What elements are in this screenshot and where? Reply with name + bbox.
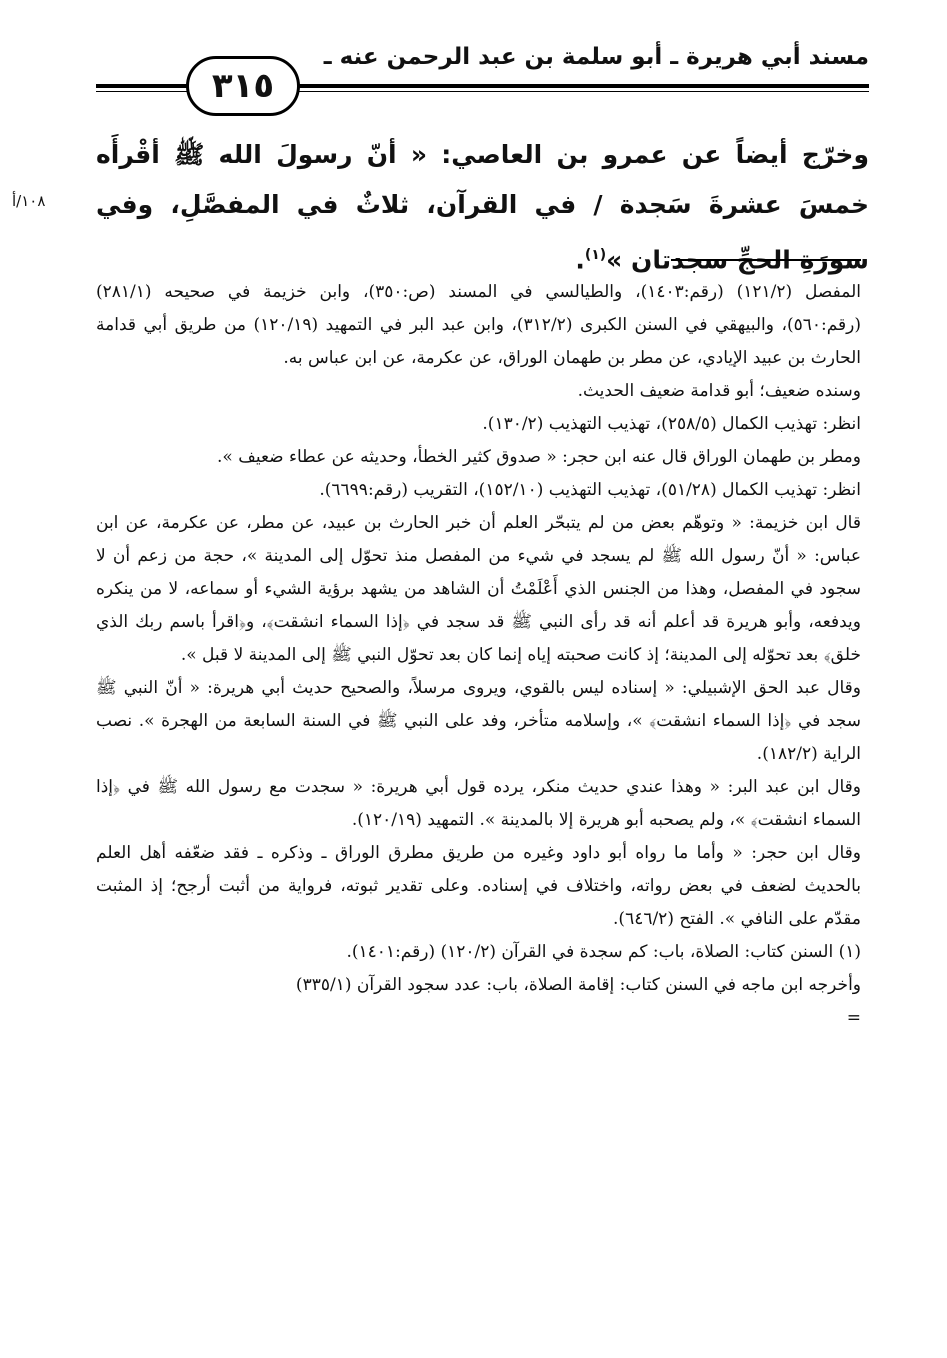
footnote-separator [671, 259, 861, 261]
main-paragraph [96, 130, 869, 285]
page-number: ٣١٥ [186, 56, 300, 116]
main-text-end: . [575, 245, 585, 275]
footnote-paragraph: وسنده ضعيف؛ أبو قدامة ضعيف الحديث. [577, 381, 861, 401]
footnote-paragraph: (١) السنن كتاب: الصلاة، باب: كم سجدة في القرآن (١٢٠/٢) (رقم:١٤٠١). [346, 942, 861, 962]
footnote-paragraph: المفصل (١٢١/٢) (رقم:١٤٠٣)، والطيالسي في المسند (ص:٣٥٠)، وابن خزيمة في صحيحه (٢٨١/١) (رقم:٥٦٠)، والبيهقي في السنن الكبرى (٣١٢/٢)، وابن عبد البر في التمهيد (١٢٠/١٩) من طريق أبي قدامة الحارث بن عبيد الإيادي، عن مطر بن طهمان الوراق، عن عكرمة، عن ابن عباس به. [96, 282, 862, 368]
footnote-paragraph: وقال عبد الحق الإشبيلي: « إسناده ليس بالقوي، ويروى مرسلاً، والصحيح حديث أبي هريرة: « أنّ النبي ﷺ سجد في ﴿إذا السماء انشقت﴾ »، وإسلامه متأخر، وفد على النبي ﷺ في السنة السابعة من الهجرة ». نصب الراية (١٨٢/٢). [96, 678, 861, 764]
footnote-paragraph: انظر: تهذيب الكمال (٥١/٢٨)، تهذيب التهذيب (١٥٢/١٠)، التقريب (رقم:٦٦٩٩). [319, 480, 861, 500]
running-header-title: مسند أبي هريرة ـ أبو سلمة بن عبد الرحمن عنه ـ [323, 44, 869, 70]
footnote-continuation-mark: = [846, 1008, 861, 1028]
footnote-paragraph: ومطر بن طهمان الوراق قال عنه ابن حجر: « صدوق كثير الخطأ، وحديثه عن عطاء ضعيف ». [217, 447, 861, 467]
footnote-paragraph: وقال ابن حجر: « وأما ما رواه أبو داود وغيره من طريق مطرق الوراق ـ وذكره ـ فقد ضعّفه أهل العلم بالحديث لضعف في بعض رواته، واختلاف في إسناده. وعلى تقدير ثبوته، فرواية من أثبت أرجح؛ إذ المثبت مقدّم على النافي ». الفتح (٦٤٦/٢). [96, 843, 861, 929]
footnote-marker: (١) [584, 247, 607, 263]
footnote-paragraph: قال ابن خزيمة: « وتوهّم بعض من لم يتبحّر العلم أن خبر الحارث بن عبيد، عن مطر، عن عكرمة، عن ابن عباس: « أنّ رسول الله ﷺ لم يسجد في شيء من المفصل منذ تحوّل إلى المدينة »، حجة من زعم أن لا سجود في المفصل، وهذا من الجنس الذي أَعْلَمْتُ أن الشاهد من يشهد برؤية الشيء أو سماعه، لا من ينكره ويدفعه، وأبو هريرة قد أعلم أنه قد رأى النبي ﷺ قد سجد في ﴿إذا السماء انشقت﴾، و﴿اقرأ باسم ربك الذي خلق﴾ بعد تحوّله إلى المدينة؛ إذ كانت صحبته إياه إنما كان بعد تحوّل النبي ﷺ إلى المدينة لا قبل ». [96, 513, 861, 665]
footnotes-section [96, 276, 861, 1035]
margin-folio-note: ١٠٨/أ [12, 192, 46, 210]
footnote-paragraph: وقال ابن عبد البر: « وهذا عندي حديث منكر، يرده قول أبي هريرة: « سجدت مع رسول الله ﷺ في ﴿إذا السماء انشقت﴾ »، ولم يصحبه أبو هريرة إلا بالمدينة ». التمهيد (١٢٠/١٩). [96, 777, 861, 830]
footnote-paragraph: وأخرجه ابن ماجه في السنن كتاب: إقامة الصلاة، باب: عدد سجود القرآن (٣٣٥/١) [295, 975, 861, 995]
footnote-paragraph: انظر: تهذيب الكمال (٢٥٨/٥)، تهذيب التهذيب (١٣٠/٢). [482, 414, 861, 434]
main-text-body: وخرّج أيضاً عن عمرو بن العاصي: « أنّ رسولَ الله ﷺ أقْرأَه خمسَ عشرةَ سَجدة / في القرآن، ثلاثٌ في المفصَّلِ، وفي سورَةِ الحجِّ سجدتان » [96, 140, 869, 275]
